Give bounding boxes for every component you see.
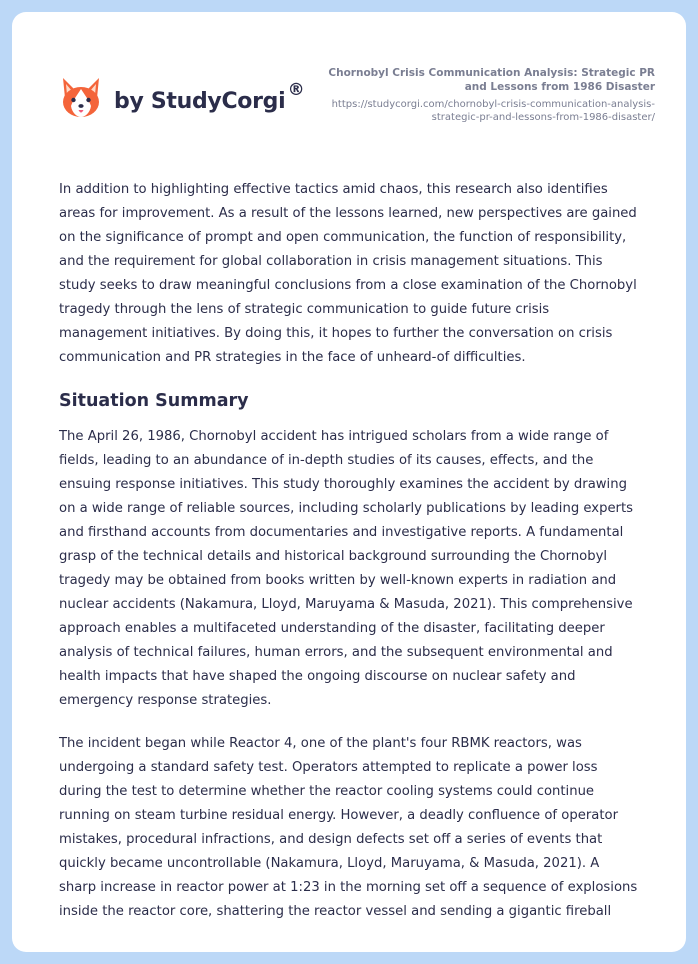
page-card [12, 12, 686, 952]
studycorgi-logo[interactable] [60, 76, 305, 120]
brand-text: by StudyCorgi [114, 88, 286, 114]
registered-mark: ® [287, 79, 305, 100]
document-header [315, 66, 655, 124]
document-url[interactable]: https://studycorgi.com/chornobyl-crisis-communication-analysis-strategic-pr-and-lessons-from-1986-disaster/ [331, 99, 655, 123]
document-title: Chornobyl Crisis Communication Analysis: Strategic PR and Lessons from 1986 Disaster [328, 67, 655, 93]
paragraph-incident: The incident began while Reactor 4, one of the plant's four RBMK reactors, was undergoing a standard safety test. Operators attempted to replicate a power loss during the test to determine whether the reactor cooling systems could continue running on steam turbine residual energy. However, a deadly confluence of operator mistakes, procedural infractions, and design defects set off a series of events that quickly became uncontrollable (Nakamura, Lloyd, Maruyama, & Masuda, 2021). A sharp increase in reactor power at 1:23 in the morning set off a sequence of explosions inside the reactor core, shattering the reactor vessel and sending a gigantic fireball [59, 736, 638, 919]
paragraph-situation-summary: The April 26, 1986, Chornobyl accident has intrigued scholars from a wide range of fields, leading to an abundance of in-depth studies of its causes, effects, and the ensuing response initiatives. This study thoroughly examines the accident by drawing on a wide range of reliable sources, including scholarly publications by leading experts and firsthand accounts from documentaries and investigative reports. A fundamental grasp of the technical details and historical background surrounding the Chornobyl tragedy may be obtained from books written by well-known experts in radiation and nuclear accidents (Nakamura, Lloyd, Maruyama & Masuda, 2021). This comprehensive approach enables a multifaceted understanding of the disaster, facilitating deeper analysis of technical failures, human errors, and the subsequent environmental and health impacts that have shaped the ongoing discourse on nuclear safety and emergency response strategies. [59, 429, 634, 708]
corgi-icon [60, 76, 102, 120]
paragraph-intro: In addition to highlighting effective tactics amid chaos, this research also identifies areas for improvement. As a result of the lessons learned, new perspectives are gained on the significance of prompt and open communication, the function of responsibility, and the requirement for global collaboration in crisis management situations. This study seeks to draw meaningful conclusions from a close examination of the Chornobyl tragedy through the lens of strategic communication to guide future crisis management initiatives. By doing this, it hopes to further the conversation on crisis communication and PR strategies in the face of unheard-of difficulties. [59, 182, 637, 365]
brand-name [114, 79, 305, 114]
section-heading-situation-summary: Situation Summary [59, 391, 249, 411]
document-body [59, 178, 639, 924]
